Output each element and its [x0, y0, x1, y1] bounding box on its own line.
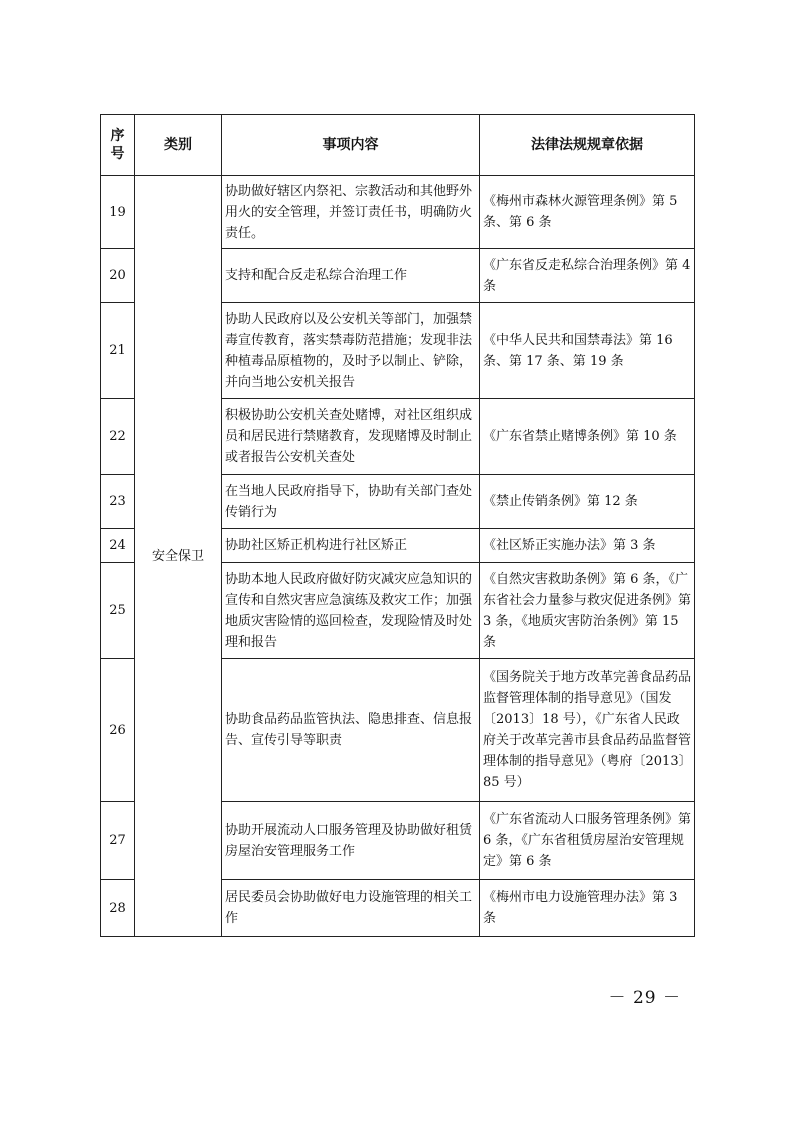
header-basis: 法律法规规章依据 — [480, 115, 695, 176]
row-basis: 《自然灾害救助条例》第 6 条，《广东省社会力量参与救灾促进条例》第 3 条，《地质灾害防治条例》第 15 条 — [480, 563, 695, 659]
row-content: 协助社区矫正机构进行社区矫正 — [222, 529, 480, 563]
header-category: 类别 — [135, 115, 222, 176]
row-seq: 28 — [101, 880, 135, 937]
row-content: 居民委员会协助做好电力设施管理的相关工作 — [222, 880, 480, 937]
row-basis: 《国务院关于地方改革完善食品药品监督管理体制的指导意见》（国发〔2013〕18 号），《广东省人民政府关于改革完善市县食品药品监督管理体制的指导意见》（粤府〔2013〕85 号） — [480, 659, 695, 802]
table-row — [101, 176, 695, 249]
row-content: 协助本地人民政府做好防灾减灾应急知识的宣传和自然灾害应急演练及救灾工作；加强地质灾害险情的巡回检查，发现险情及时处理和报告 — [222, 563, 480, 659]
header-content: 事项内容 — [222, 115, 480, 176]
row-seq: 19 — [101, 176, 135, 249]
row-seq: 22 — [101, 399, 135, 475]
row-basis: 《广东省禁止赌博条例》第 10 条 — [480, 399, 695, 475]
row-seq: 26 — [101, 659, 135, 802]
regulation-table — [100, 114, 695, 937]
row-basis: 《社区矫正实施办法》第 3 条 — [480, 529, 695, 563]
row-content: 协助做好辖区内祭祀、宗教活动和其他野外用火的安全管理，并签订责任书，明确防火责任。 — [222, 176, 480, 249]
row-seq: 20 — [101, 249, 135, 303]
row-seq: 23 — [101, 475, 135, 529]
row-basis: 《梅州市电力设施管理办法》第 3 条 — [480, 880, 695, 937]
row-content: 协助人民政府以及公安机关等部门，加强禁毒宣传教育，落实禁毒防范措施；发现非法种植毒品原植物的，及时予以制止、铲除，并向当地公安机关报告 — [222, 303, 480, 399]
row-basis: 《广东省反走私综合治理条例》第 4 条 — [480, 249, 695, 303]
table-header-row — [101, 115, 695, 176]
category-cell: 安全保卫 — [135, 176, 222, 937]
row-content: 协助开展流动人口服务管理及协助做好租赁房屋治安管理服务工作 — [222, 802, 480, 880]
row-content: 在当地人民政府指导下，协助有关部门查处传销行为 — [222, 475, 480, 529]
header-seq: 序 号 — [101, 115, 135, 176]
row-basis: 《梅州市森林火源管理条例》第 5 条、第 6 条 — [480, 176, 695, 249]
row-basis: 《中华人民共和国禁毒法》第 16 条、第 17 条、第 19 条 — [480, 303, 695, 399]
row-seq: 25 — [101, 563, 135, 659]
row-seq: 21 — [101, 303, 135, 399]
row-seq: 27 — [101, 802, 135, 880]
row-seq: 24 — [101, 529, 135, 563]
row-basis: 《广东省流动人口服务管理条例》第 6 条，《广东省租赁房屋治安管理规定》第 6 条 — [480, 802, 695, 880]
row-content: 协助食品药品监管执法、隐患排查、信息报告、宣传引导等职责 — [222, 659, 480, 802]
page-number: － 29 － — [608, 988, 681, 1008]
row-content: 积极协助公安机关查处赌博，对社区组织成员和居民进行禁赌教育，发现赌博及时制止或者报告公安机关查处 — [222, 399, 480, 475]
row-basis: 《禁止传销条例》第 12 条 — [480, 475, 695, 529]
row-content: 支持和配合反走私综合治理工作 — [222, 249, 480, 303]
